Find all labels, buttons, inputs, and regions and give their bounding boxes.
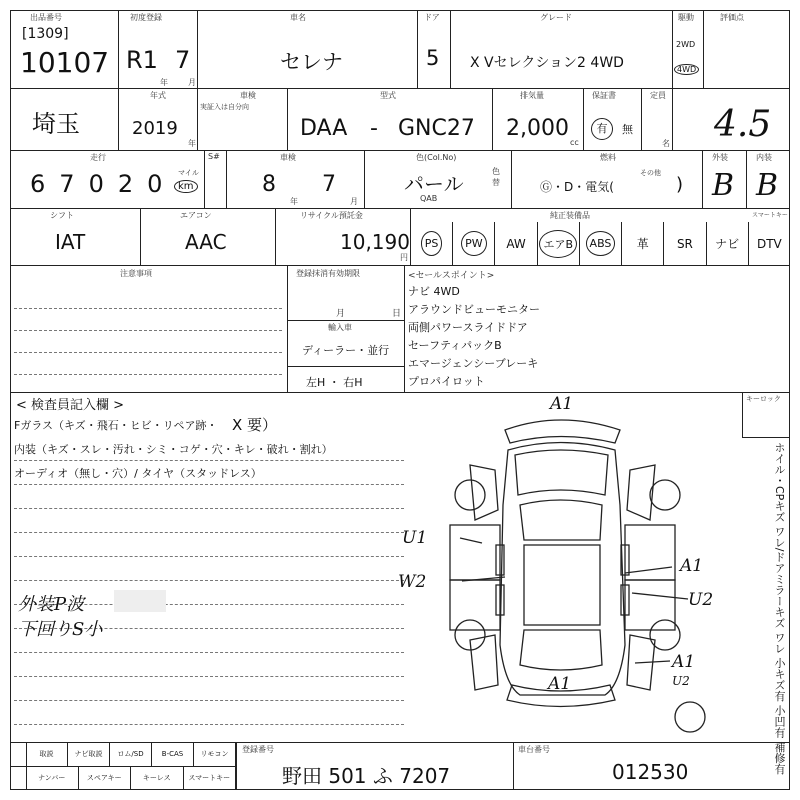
- model-prefix: DAA: [300, 116, 348, 141]
- prefecture: 埼玉: [32, 110, 80, 138]
- inspection-expiry-label: 車検: [280, 153, 296, 162]
- model-year-label: 年式: [150, 91, 166, 100]
- equipment-item: SR: [663, 222, 705, 265]
- wheel-front-left: [455, 480, 485, 510]
- row3-top: [10, 150, 790, 151]
- doors: 5: [426, 46, 440, 70]
- col-divider: [404, 265, 405, 392]
- mileage-digit: 0: [147, 170, 177, 198]
- wheel-front-right: [650, 480, 680, 510]
- inspector-top: [10, 392, 790, 393]
- hood: [515, 450, 608, 495]
- mark-u2-sub: U2: [672, 674, 690, 688]
- dash-line: [14, 532, 404, 533]
- equipment-item: PS: [410, 222, 452, 265]
- cc-unit: cc: [570, 138, 579, 147]
- sales-point: ナビ 4WD: [408, 285, 460, 298]
- mark-u2: U2: [688, 590, 714, 610]
- aircon-label: エアコン: [180, 211, 212, 220]
- month-unit: 月: [350, 197, 358, 206]
- sales-point: プロパイロット: [408, 375, 485, 388]
- dash-line: [14, 460, 404, 461]
- mileage-digit: 6: [30, 170, 60, 198]
- equipment-item: PW: [452, 222, 494, 265]
- dash-line: [14, 652, 404, 653]
- reg-month: 月: [336, 309, 346, 319]
- col-divider: [236, 742, 237, 790]
- interior-label: 内装: [756, 153, 772, 162]
- recycle-label: リサイクル預託金: [300, 211, 363, 220]
- roof: [524, 545, 600, 625]
- side-notes: ホイル・CPキズ ワレ/ドアミラーキズ ワレ 小キズ有 小凹有 補修有: [773, 442, 786, 775]
- color: パール: [404, 172, 464, 196]
- redacted-box: [114, 590, 166, 612]
- mark-u1: U1: [402, 528, 428, 548]
- fuel-label: 燃料: [600, 153, 616, 162]
- car-name: セレナ: [280, 50, 343, 74]
- equipment-item: エアB: [537, 222, 579, 265]
- row4-divider: [10, 265, 790, 266]
- lot-label: 出品番号: [30, 13, 62, 22]
- col-divider: [204, 150, 205, 208]
- sales-points: [408, 283, 738, 391]
- fuel-other: その他: [640, 169, 661, 177]
- arrow-u1: [460, 538, 482, 543]
- inspection-month: 7: [322, 172, 336, 197]
- smart-key-label: スマートキー: [752, 212, 788, 219]
- equipment-item: AW: [494, 222, 536, 265]
- warranty-label: 保証書: [592, 91, 616, 100]
- inspector-hand1: 外装P波: [18, 594, 85, 615]
- recycle-fee: 10,190: [340, 230, 410, 254]
- month-unit: 月: [188, 78, 196, 87]
- equipment-item: ナビ: [706, 222, 748, 265]
- mileage-label: 走行: [90, 153, 106, 162]
- col-divider: [492, 88, 493, 150]
- interior: B: [756, 168, 779, 203]
- col-divider: [583, 88, 584, 150]
- first-reg-month: 7: [175, 46, 191, 74]
- inspection-label: 車検: [240, 91, 256, 100]
- import-value: ディーラー・並行: [302, 344, 390, 357]
- year-unit: 年: [160, 78, 168, 87]
- notes-divider: [287, 366, 404, 367]
- dash-line: [14, 580, 404, 581]
- mark-a1-rear: A1: [672, 652, 696, 672]
- color-label: 色(Col.No): [416, 153, 457, 162]
- footer-item: リモコン: [194, 742, 236, 766]
- shift: IAT: [55, 230, 86, 254]
- grade: X Vセレクション2 4WD: [470, 55, 624, 71]
- car-name-label: 車名: [290, 13, 306, 22]
- left-rear-fender: [470, 635, 498, 690]
- row1-divider: [10, 88, 790, 89]
- mileage-km: km: [174, 180, 198, 193]
- col-divider: [641, 88, 642, 150]
- notes-divider: [287, 320, 404, 321]
- chassis-label: 車台番号: [518, 745, 550, 754]
- rear-window: [520, 630, 602, 670]
- footer-items-row1: [26, 742, 236, 766]
- key-lock-label: キーロック: [746, 395, 781, 403]
- col-divider: [746, 150, 747, 208]
- footer-item: ナビ取説: [68, 742, 110, 766]
- dash-line: [14, 330, 282, 331]
- dash-line: [14, 676, 404, 677]
- col-divider: [197, 88, 198, 150]
- front-bumper: [505, 420, 620, 443]
- model-dash: -: [370, 116, 378, 141]
- sales-point: 両側パワースライドドア: [408, 321, 528, 334]
- footer-item: スマートキー: [184, 766, 237, 790]
- footer-item: 取説: [26, 742, 68, 766]
- year-unit: 年: [290, 197, 298, 206]
- mileage-digit: 2: [117, 170, 148, 198]
- arrow-a1-right: [625, 567, 672, 573]
- warranty-no: 無: [622, 123, 633, 136]
- mileage-digit: 7: [59, 170, 89, 198]
- sales-point: アラウンドビューモニター: [408, 303, 540, 316]
- plate: 野田 501 ふ 7207: [282, 764, 451, 788]
- footer-item: キーレス: [131, 766, 184, 790]
- windshield: [520, 500, 602, 540]
- exterior: B: [712, 168, 735, 203]
- sales-point: セーフティパックB: [408, 339, 502, 352]
- col-divider: [197, 10, 198, 88]
- col-divider: [140, 208, 141, 265]
- inspector-title: < 検査員記入欄 >: [16, 398, 125, 413]
- color-change-label: 色替: [492, 167, 500, 187]
- left-rear-door: [450, 580, 500, 630]
- col-divider: [226, 150, 227, 208]
- left-front-door: [450, 525, 500, 580]
- mileage-digit: 0: [88, 170, 118, 198]
- dash-line: [14, 308, 282, 309]
- col-divider: [703, 10, 704, 88]
- doors-label: ドア: [424, 13, 440, 22]
- aircon: AAC: [185, 230, 227, 254]
- arrow-u2: [632, 593, 688, 599]
- model-year: 2019: [132, 118, 178, 139]
- fuel-close: ): [676, 174, 684, 195]
- score-label: 評価点: [720, 13, 744, 22]
- footer-item: B-CAS: [152, 742, 194, 766]
- dash-line: [14, 724, 404, 725]
- dash-line: [14, 484, 404, 485]
- reg-day: 日: [392, 309, 402, 319]
- mark-w2: W2: [398, 572, 427, 592]
- reg-expiry-label: 登録抹消有効期限: [296, 269, 360, 278]
- col-divider: [364, 150, 365, 208]
- inspection-note: 実証入は自分向: [200, 103, 249, 111]
- col-divider: [702, 150, 703, 208]
- mark-a1-right: A1: [680, 556, 704, 576]
- history-label: S#: [208, 152, 220, 161]
- plate-label: 登録番号: [242, 745, 274, 754]
- equipment-label: 純正装備品: [550, 211, 590, 220]
- score: 4.5: [714, 104, 772, 145]
- import-label: 輸入車: [328, 323, 352, 332]
- first-reg-era: R1: [126, 46, 158, 74]
- mileage-mile: マイル: [178, 169, 199, 177]
- col-divider: [450, 10, 451, 88]
- warranty-yes: 有: [591, 118, 613, 140]
- equipment-item: ABS: [579, 222, 621, 265]
- fuel-options: Ⓖ・D・電気(: [540, 180, 614, 194]
- inspector-line3: オーディオ（無し・穴）/ タイヤ（スタッドレス）: [14, 467, 262, 480]
- row3-divider: [10, 208, 790, 209]
- dash-line: [14, 700, 404, 701]
- first-reg-label: 初度登録: [130, 13, 162, 22]
- sales-point: エマージェンシーブレーキ: [408, 357, 539, 370]
- grade-label: グレード: [540, 13, 572, 22]
- inspector-line1: Fガラス（キズ・飛石・ヒビ・リペア跡・: [14, 419, 218, 432]
- equipment-item: 革: [621, 222, 663, 265]
- col-divider: [287, 88, 288, 150]
- equipment-item: DTV: [748, 222, 790, 265]
- mileage: [30, 170, 176, 198]
- col-divider: [511, 150, 512, 208]
- col-divider: [672, 10, 673, 150]
- color-code: QAB: [420, 194, 438, 203]
- owner-label: 定員: [650, 91, 666, 100]
- wheel-rear-right: [650, 620, 680, 650]
- mark-a1-bottom: A1: [548, 674, 572, 694]
- footer-item: スペアキー: [79, 766, 132, 790]
- model-label: 型式: [380, 91, 396, 100]
- drive-2wd: 2WD: [676, 40, 696, 49]
- note-label: 注意事項: [120, 269, 152, 278]
- spare-wheel: [675, 702, 705, 732]
- steering-value: 左H ・ 右H: [306, 376, 363, 389]
- inspector-hand2: 下回りS小: [18, 619, 103, 640]
- col-divider: [287, 265, 288, 392]
- year-unit: 年: [188, 139, 196, 148]
- col-divider: [275, 208, 276, 265]
- sales-label: <セールスポイント>: [408, 271, 495, 281]
- owner-unit: 名: [662, 139, 670, 148]
- drive-label: 駆動: [678, 13, 694, 22]
- col-divider: [513, 742, 514, 790]
- displacement: 2,000: [506, 116, 569, 141]
- car-diagram: [398, 394, 750, 740]
- footer-items-row2: [26, 766, 236, 790]
- inspection-year: 8: [262, 172, 276, 197]
- displacement-label: 排気量: [520, 91, 544, 100]
- dash-line: [14, 556, 404, 557]
- footer-item: ロム/SD: [110, 742, 152, 766]
- yen-unit: 円: [400, 253, 408, 262]
- right-rear-door: [625, 580, 675, 630]
- left-front-fender: [470, 465, 498, 520]
- mark-a1-front: A1: [550, 394, 574, 414]
- shift-label: シフト: [50, 211, 74, 220]
- inspector-line1-mark: X 要）: [232, 416, 278, 434]
- chassis: 012530: [612, 760, 689, 784]
- exterior-label: 外装: [712, 153, 728, 162]
- dash-line: [14, 352, 282, 353]
- col-divider: [417, 10, 418, 88]
- inspector-line2: 内装（キズ・スレ・汚れ・シミ・コゲ・穴・キレ・破れ・割れ）: [14, 443, 333, 456]
- lot-code: [1309]: [22, 26, 69, 42]
- col-divider: [118, 10, 119, 150]
- footer-item: ナンバー: [26, 766, 79, 790]
- drive-4wd: 4WD: [674, 64, 699, 75]
- model-code: GNC27: [398, 116, 475, 141]
- dash-line: [14, 508, 404, 509]
- dash-line: [14, 374, 282, 375]
- lot-number: 10107: [20, 46, 110, 79]
- equipment-list: [410, 222, 790, 265]
